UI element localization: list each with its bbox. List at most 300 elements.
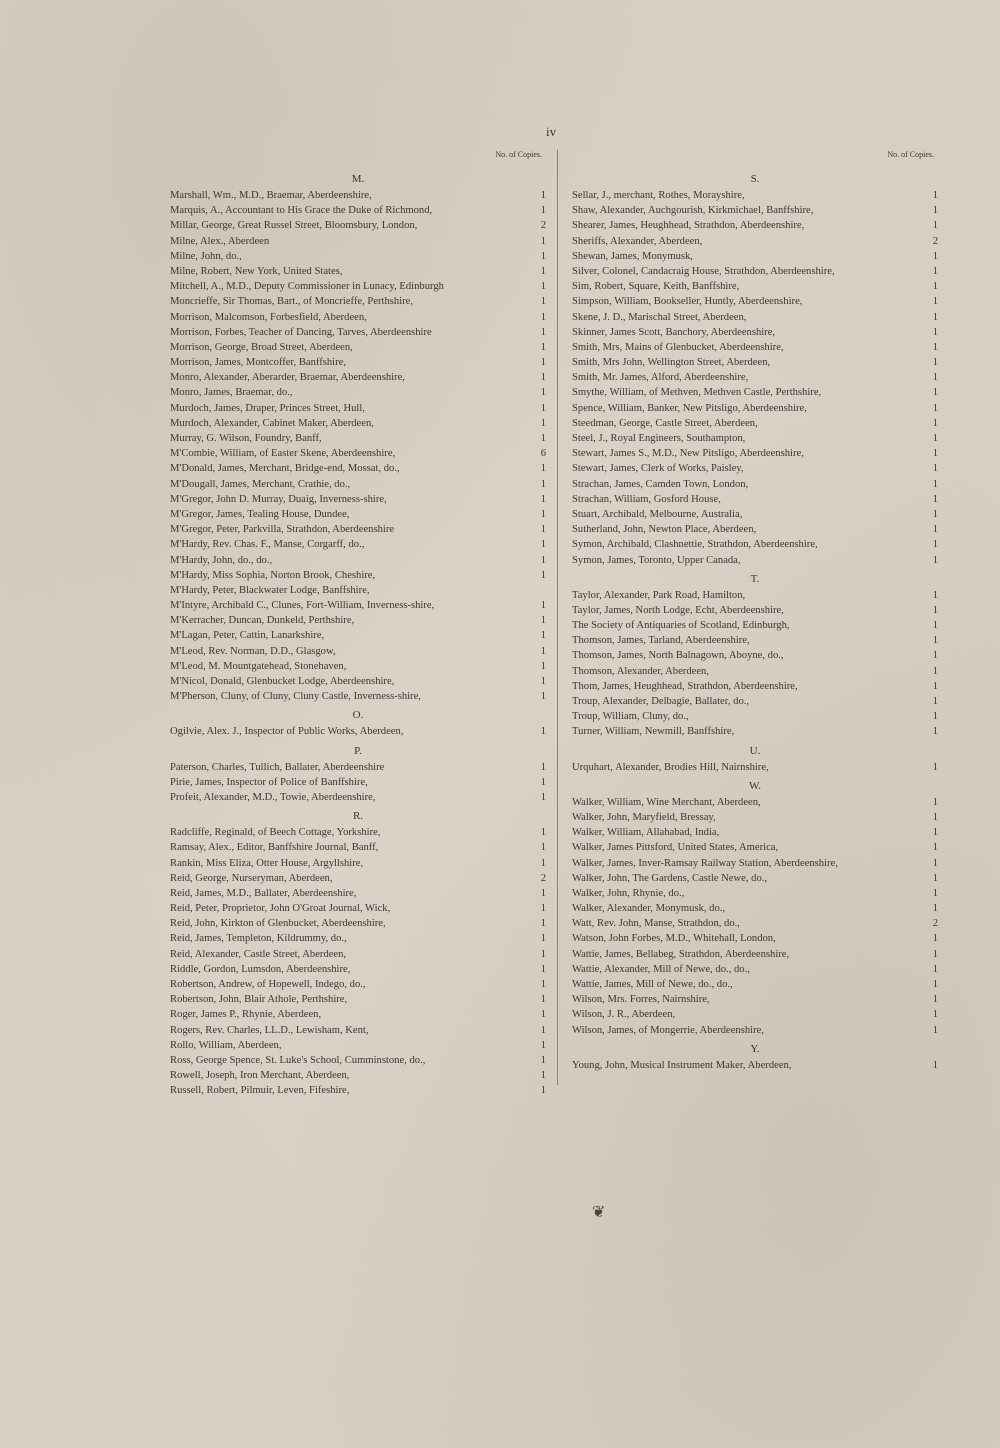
subscriber-name: Shearer, James, Heughhead, Strathdon, Aberdeenshire, (572, 220, 805, 232)
copies-count: 1 (540, 994, 546, 1006)
copies-header-left: No. of Copies. (495, 150, 542, 159)
section-letter: S. (750, 173, 760, 185)
subscriber-row (572, 795, 938, 810)
subscriber-row (170, 674, 546, 689)
copies-count: 1 (932, 372, 938, 384)
subscriber-row (572, 992, 938, 1007)
subscriber-name: Milne, Robert, New York, United States, (170, 265, 343, 277)
copies-count: 1 (932, 433, 938, 444)
copies-count: 1 (540, 761, 546, 773)
subscriber-name: Murdoch, James, Draper, Princes Street, Hull, (170, 402, 365, 414)
copies-count: 1 (540, 493, 546, 505)
subscriber-row (170, 188, 546, 203)
copies-count: 1 (540, 842, 546, 854)
subscriber-row (170, 1023, 546, 1038)
subscriber-row (170, 461, 546, 476)
copies-count: 1 (540, 463, 546, 475)
subscriber-name: M'Pherson, Cluny, of Cluny, Cluny Castle, Inverness-shire, (170, 691, 421, 703)
right-sections (572, 170, 938, 1073)
copies-count: 1 (932, 402, 938, 414)
subscriber-name: Wattie, Alexander, Mill of Newe, do., do., (572, 963, 750, 975)
copies-count: 1 (540, 857, 546, 869)
subscriber-row (572, 618, 938, 633)
copies-count: 1 (932, 604, 938, 616)
subscriber-name: Ross, George Spence, St. Luke's School, Cumminstone, do., (170, 1054, 426, 1066)
subscriber-row (170, 689, 546, 704)
copies-count: 1 (540, 827, 546, 839)
copies-count: 1 (932, 387, 938, 399)
subscriber-name: Paterson, Charles, Tullich, Ballater, Aberdeenshire (170, 761, 385, 773)
subscriber-row (170, 901, 546, 916)
subscriber-name: Morrison, James, Montcoffer, Banffshire, (170, 357, 347, 369)
subscriber-row (572, 931, 938, 946)
subscriber-name: M'Gregor, John D. Murray, Duaig, Inverness-shire, (170, 493, 387, 505)
subscriber-row (170, 992, 546, 1007)
subscriber-row (572, 522, 938, 537)
section-letter: M. (351, 173, 365, 185)
subscriber-row (170, 340, 546, 355)
copies-count: 1 (540, 630, 546, 642)
subscriber-row (572, 477, 938, 492)
copies-count: 1 (540, 478, 546, 490)
subscriber-row (170, 264, 546, 279)
subscriber-row (170, 947, 546, 962)
subscriber-name: Watt, Rev. John, Manse, Strathdon, do., (572, 918, 740, 930)
subscriber-name: Morrison, Malcomson, Forbesfield, Aberdeen, (170, 311, 367, 323)
subscriber-row (170, 401, 546, 416)
subscriber-row (170, 613, 546, 628)
subscriber-name: Walker, William, Allahabad, India, (572, 827, 720, 839)
subscriber-name: Marshall, Wm., M.D., Braemar, Aberdeenshire, (170, 190, 372, 201)
copies-count: 1 (932, 903, 938, 915)
subscriber-row (572, 760, 938, 775)
subscriber-name: Robertson, Andrew, of Hopewell, Indego, do., (170, 979, 366, 990)
subscriber-row (572, 492, 938, 507)
subscriber-row (572, 294, 938, 309)
copies-count: 1 (540, 524, 546, 536)
copies-count: 1 (932, 478, 938, 490)
subscriber-row (170, 385, 546, 400)
subscriber-row (170, 310, 546, 325)
copies-count: 1 (932, 994, 938, 1006)
subscriber-row (170, 598, 546, 613)
subscriber-name: Rankin, Miss Eliza, Otter House, Argyllshire, (170, 857, 364, 869)
subscriber-name: Reid, James, Templeton, Kildrummy, do., (170, 933, 347, 945)
subscriber-row (572, 385, 938, 400)
subscriber-name: Turner, William, Newmill, Banffshire, (572, 726, 735, 738)
subscriber-row (572, 218, 938, 233)
subscriber-name: Spence, William, Banker, New Pitsligo, Aberdeenshire, (572, 402, 807, 414)
subscriber-row (572, 416, 938, 431)
subscriber-name: Murdoch, Alexander, Cabinet Maker, Aberdeen, (170, 417, 374, 429)
copies-header-right: No. of Copies. (887, 150, 934, 159)
subscriber-row (170, 916, 546, 931)
left-column (170, 150, 546, 1099)
subscriber-row (170, 840, 546, 855)
subscriber-name: Morrison, Forbes, Teacher of Dancing, Tarves, Aberdeenshire (170, 326, 432, 338)
subscriber-row (572, 916, 938, 931)
copies-count: 1 (540, 1085, 546, 1097)
subscriber-name: M'Lagan, Peter, Cattin, Lanarkshire, (170, 630, 325, 642)
copies-count: 1 (540, 645, 546, 657)
subscriber-row (170, 416, 546, 431)
copies-count: 1 (932, 761, 938, 773)
subscriber-name: Thom, James, Heughhead, Strathdon, Aberdeenshire, (572, 680, 798, 692)
subscriber-name: Riddle, Gordon, Lumsdon, Aberdeenshire, (170, 963, 351, 975)
subscriber-name: Sheriffs, Alexander, Aberdeen, (572, 235, 703, 247)
copies-count: 1 (932, 711, 938, 723)
copies-count: 1 (932, 1059, 938, 1071)
copies-count: 1 (540, 791, 546, 803)
copies-count: 1 (540, 1054, 546, 1066)
copies-count: 1 (540, 433, 546, 444)
subscriber-name: M'Kerracher, Duncan, Dunkeld, Perthshire, (170, 615, 355, 627)
copies-count: 1 (540, 903, 546, 915)
subscriber-name: Silver, Colonel, Candacraig House, Strathdon, Aberdeenshire, (572, 265, 835, 277)
subscriber-name: Roger, James P., Rhynie, Aberdeen, (170, 1009, 322, 1021)
subscriber-row (572, 537, 938, 552)
section-letter: R. (352, 810, 364, 823)
subscriber-row (572, 446, 938, 461)
copies-count: 1 (932, 635, 938, 647)
subscriber-name: Stewart, James, Clerk of Works, Paisley, (572, 463, 744, 475)
subscriber-row (572, 709, 938, 724)
subscriber-name: Smythe, William, of Methven, Methven Castle, Perthshire, (572, 387, 822, 399)
subscriber-name: Strachan, William, Gosford House, (572, 493, 721, 505)
copies-count: 1 (932, 650, 938, 662)
subscriber-row (170, 644, 546, 659)
copies-count: 1 (540, 660, 546, 672)
subscriber-row (170, 537, 546, 552)
subscriber-row (572, 810, 938, 825)
subscriber-row (572, 188, 938, 203)
subscriber-row (572, 461, 938, 476)
subscriber-row (170, 234, 546, 249)
copies-count: 1 (932, 857, 938, 869)
subscriber-name: M'Gregor, James, Tealing House, Dundee, (170, 508, 350, 520)
subscriber-name: M'Hardy, Rev. Chas. F., Manse, Corgarff, do., (170, 539, 365, 551)
subscriber-row (170, 203, 546, 218)
subscriber-row (572, 825, 938, 840)
copies-count: 1 (932, 554, 938, 566)
copies-count: 1 (540, 402, 546, 414)
section-letter: T. (750, 572, 760, 585)
copies-count: 1 (932, 493, 938, 505)
subscriber-row (572, 947, 938, 962)
subscriber-row (170, 825, 546, 840)
copies-count: 1 (932, 265, 938, 277)
subscriber-row (572, 507, 938, 522)
right-column (572, 150, 938, 1073)
copies-count: 1 (932, 250, 938, 262)
subscriber-name: M'Combie, William, of Easter Skene, Aberdeenshire, (170, 448, 396, 460)
subscriber-row (572, 1007, 938, 1022)
subscriber-name: Sim, Robert, Square, Keith, Banffshire, (572, 281, 740, 293)
copies-count: 2 (540, 872, 546, 884)
subscriber-row (170, 507, 546, 522)
subscriber-name: Rowell, Joseph, Iron Merchant, Aberdeen, (170, 1070, 350, 1082)
section-letter: U. (749, 744, 761, 757)
copies-count: 1 (932, 979, 938, 990)
subscriber-row (572, 633, 938, 648)
copies-count: 2 (932, 918, 938, 930)
subscriber-row (572, 886, 938, 901)
subscriber-name: Milne, John, do., (170, 250, 242, 262)
subscriber-name: Walker, William, Wine Merchant, Aberdeen, (572, 796, 761, 808)
subscriber-row (572, 431, 938, 446)
subscriber-row (170, 218, 546, 233)
copies-count: 1 (540, 296, 546, 308)
subscriber-name: Sutherland, John, Newton Place, Aberdeen, (572, 524, 757, 536)
copies-count: 1 (932, 620, 938, 632)
subscriber-name: Ramsay, Alex., Editor, Banffshire Journal, Banff, (170, 842, 379, 854)
subscriber-name: Young, John, Musical Instrument Maker, Aberdeen, (572, 1059, 792, 1071)
subscriber-name: Marquis, A., Accountant to His Grace the Duke of Richmond, (170, 205, 433, 217)
section-letter: Y. (750, 1042, 760, 1055)
copies-count: 2 (932, 235, 938, 247)
subscriber-name: Russell, Robert, Pilmuir, Leven, Fifeshire, (170, 1085, 350, 1097)
subscriber-name: Stuart, Archibald, Melbourne, Australia, (572, 508, 743, 520)
copies-count: 1 (540, 554, 546, 566)
subscriber-name: Radcliffe, Reginald, of Beech Cottage, Yorkshire, (170, 827, 381, 839)
copies-count: 1 (540, 387, 546, 399)
subscriber-name: Shewan, James, Monymusk, (572, 250, 693, 262)
subscriber-row (170, 1038, 546, 1053)
subscriber-name: Steel, J., Royal Engineers, Southampton, (572, 433, 746, 444)
subscriber-name: Ogilvie, Alex. J., Inspector of Public Works, Aberdeen, (170, 726, 404, 738)
copies-count: 1 (540, 615, 546, 627)
subscriber-row (572, 553, 938, 568)
copies-count: 1 (540, 311, 546, 323)
copies-count: 1 (540, 676, 546, 687)
subscriber-name: Wattie, James, Mill of Newe, do., do., (572, 979, 733, 990)
subscriber-name: Skinner, James Scott, Banchory, Aberdeenshire, (572, 326, 776, 338)
subscriber-name: Thomson, James, North Balnagown, Aboyne, do., (572, 650, 784, 662)
subscriber-row (170, 1083, 546, 1098)
copies-count: 1 (540, 1009, 546, 1021)
subscriber-row (170, 477, 546, 492)
subscriber-name: Robertson, John, Blair Athole, Perthshire, (170, 994, 348, 1006)
subscriber-name: Smith, Mrs, Mains of Glenbucket, Aberdeenshire, (572, 341, 784, 353)
copies-count: 1 (540, 963, 546, 975)
copies-count: 1 (932, 311, 938, 323)
copies-count: 1 (932, 190, 938, 201)
copies-count: 1 (540, 326, 546, 338)
subscriber-row (170, 931, 546, 946)
subscriber-name: Reid, John, Kirkton of Glenbucket, Aberdeenshire, (170, 918, 386, 930)
subscriber-row (170, 446, 546, 461)
subscriber-name: Smith, Mrs John, Wellington Street, Aberdeen, (572, 357, 771, 369)
subscriber-name: M'Leod, M. Mountgatehead, Stonehaven, (170, 660, 347, 672)
subscriber-row (170, 370, 546, 385)
page-number: iv (546, 124, 557, 139)
copies-count: 1 (540, 250, 546, 262)
subscriber-name: Steedman, George, Castle Street, Aberdeen, (572, 417, 758, 429)
section-letter: W. (748, 779, 762, 792)
subscriber-row (170, 775, 546, 790)
subscriber-row (572, 679, 938, 694)
subscriber-row (170, 249, 546, 264)
subscriber-row (572, 279, 938, 294)
subscriber-name: M'Dougall, James, Merchant, Crathie, do., (170, 478, 351, 490)
copies-count: 1 (932, 811, 938, 823)
copies-count: 1 (932, 296, 938, 308)
subscriber-name: Strachan, James, Camden Town, London, (572, 478, 749, 490)
subscriber-row (572, 1058, 938, 1073)
copies-count: 1 (540, 205, 546, 217)
subscriber-name: M'Gregor, Peter, Parkvilla, Strathdon, Aberdeenshire (170, 524, 395, 536)
copies-count: 1 (932, 524, 938, 536)
subscriber-name: Walker, Alexander, Monymusk, do., (572, 903, 726, 915)
subscriber-row (170, 856, 546, 871)
copies-count: 1 (540, 372, 546, 384)
subscriber-row (170, 886, 546, 901)
subscriber-row (170, 1053, 546, 1068)
subscriber-row (170, 790, 546, 805)
subscriber-name: Mitchell, A., M.D., Deputy Commissioner in Lunacy, Edinburgh (170, 281, 444, 293)
subscriber-row (170, 583, 546, 598)
copies-count: 1 (540, 1070, 546, 1082)
copies-count: 1 (932, 508, 938, 520)
subscriber-row (572, 325, 938, 340)
copies-count: 1 (932, 796, 938, 808)
subscriber-name: Symon, Archibald, Clashnettie, Strathdon, Aberdeenshire, (572, 539, 818, 551)
subscriber-row (572, 856, 938, 871)
section-letter: P. (354, 744, 362, 757)
subscriber-name: Monro, James, Braemar, do., (170, 387, 293, 399)
subscriber-row (572, 648, 938, 663)
subscriber-name: Walker, James Pittsford, United States, America, (572, 842, 779, 854)
printer-ornament: ❦ (592, 1204, 606, 1221)
subscriber-name: Wattie, James, Bellabeg, Strathdon, Aberdeenshire, (572, 948, 790, 960)
subscriber-row (572, 603, 938, 618)
subscriber-row (572, 588, 938, 603)
copies-count: 1 (540, 357, 546, 369)
subscriber-name: Troup, William, Cluny, do., (572, 711, 689, 723)
subscriber-name: M'Nicol, Donald, Glenbucket Lodge, Aberdeenshire, (170, 676, 395, 687)
copies-count: 1 (932, 887, 938, 899)
copies-count: 1 (540, 539, 546, 551)
subscriber-name: Stewart, James S., M.D., New Pitsligo, Aberdeenshire, (572, 448, 804, 460)
subscriber-row (572, 401, 938, 416)
subscriber-name: M'Hardy, Peter, Blackwater Lodge, Banffshire, (170, 584, 370, 596)
copies-count: 1 (540, 190, 546, 201)
subscriber-row (572, 664, 938, 679)
copies-count: 1 (932, 539, 938, 551)
copies-count: 1 (540, 776, 546, 788)
copies-count: 1 (540, 948, 546, 960)
subscriber-name: M'Intyre, Archibald C., Clunes, Fort-William, Inverness-shire, (170, 600, 435, 612)
subscriber-name: Watson, John Forbes, M.D., Whitehall, London, (572, 933, 776, 945)
subscriber-name: Thomson, James, Tarland, Aberdeenshire, (572, 635, 750, 647)
section-letter: O. (352, 709, 364, 722)
subscriber-row (572, 370, 938, 385)
subscriber-name: Walker, James, Inver-Ramsay Railway Station, Aberdeenshire, (572, 857, 838, 869)
subscriber-row (572, 694, 938, 709)
subscriber-name: M'Hardy, John, do., do., (170, 554, 273, 566)
copies-count: 1 (932, 1024, 938, 1036)
subscriber-row (572, 203, 938, 218)
copies-count: 1 (540, 265, 546, 277)
subscriber-name: Taylor, Alexander, Park Road, Hamilton, (572, 589, 746, 601)
subscriber-name: Wilson, James, of Mongerrie, Aberdeenshire, (572, 1024, 764, 1036)
copies-count: 1 (540, 508, 546, 520)
copies-count: 1 (932, 665, 938, 677)
subscriber-row (572, 724, 938, 739)
copies-count: 1 (932, 696, 938, 707)
subscriber-name: Reid, James, M.D., Ballater, Aberdeenshire, (170, 887, 357, 899)
copies-count: 1 (932, 463, 938, 475)
subscriber-row (170, 628, 546, 643)
subscriber-row (572, 310, 938, 325)
subscriber-row (170, 724, 546, 739)
subscriber-row (572, 1023, 938, 1038)
subscriber-name: Shaw, Alexander, Auchgourish, Kirkmichael, Banffshire, (572, 205, 814, 217)
subscriber-name: Profeit, Alexander, M.D., Towie, Aberdeenshire, (170, 791, 376, 803)
subscriber-name: Wilson, Mrs. Forres, Nairnshire, (572, 994, 710, 1006)
subscriber-row (572, 249, 938, 264)
subscriber-row (170, 659, 546, 674)
subscriber-row (170, 568, 546, 583)
subscriber-row (572, 234, 938, 249)
copies-count: 1 (932, 326, 938, 338)
copies-count: 1 (540, 341, 546, 353)
subscriber-row (170, 760, 546, 775)
subscriber-name: M'Hardy, Miss Sophia, Norton Brook, Cheshire, (170, 569, 376, 581)
subscriber-name: Rogers, Rev. Charles, LL.D., Lewisham, Kent, (170, 1024, 369, 1036)
subscriber-name: Reid, Peter, Proprietor, John O'Groat Journal, Wick, (170, 903, 391, 915)
subscriber-name: M'Leod, Rev. Norman, D.D., Glasgow, (170, 645, 336, 657)
subscriber-name: Walker, John, Maryfield, Bressay, (572, 811, 716, 823)
subscriber-name: Millar, George, Great Russel Street, Bloomsbury, London, (170, 220, 418, 232)
subscriber-name: Moncrieffe, Sir Thomas, Bart., of Moncrieffe, Perthshire, (170, 296, 414, 308)
subscriber-row (572, 840, 938, 855)
copies-count: 1 (932, 205, 938, 217)
copies-count: 1 (932, 1009, 938, 1021)
subscriber-name: Murray, G. Wilson, Foundry, Banff, (170, 433, 322, 444)
subscriber-row (170, 325, 546, 340)
subscriber-row (170, 294, 546, 309)
copies-count: 1 (540, 235, 546, 247)
copies-count: 1 (932, 842, 938, 854)
subscriber-name: Walker, John, Rhynie, do., (572, 887, 685, 899)
copies-count: 1 (540, 281, 546, 293)
subscriber-name: Wilson, J. R., Aberdeen, (572, 1009, 676, 1021)
copies-count: 1 (932, 357, 938, 369)
left-sections (170, 170, 546, 1099)
copies-count: 1 (540, 1024, 546, 1036)
copies-count: 1 (932, 827, 938, 839)
copies-count: 1 (540, 933, 546, 945)
subscriber-row (572, 977, 938, 992)
copies-count: 1 (540, 417, 546, 429)
copies-count: 1 (540, 726, 546, 738)
subscriber-row (170, 431, 546, 446)
subscriber-name: The Society of Antiquaries of Scotland, Edinburgh, (572, 620, 790, 632)
subscriber-name: Milne, Alex., Aberdeen (170, 235, 270, 247)
subscriber-row (572, 901, 938, 916)
subscriber-name: Reid, Alexander, Castle Street, Aberdeen, (170, 948, 347, 960)
column-divider (557, 150, 558, 1085)
subscriber-name: Thomson, Alexander, Aberdeen, (572, 665, 709, 677)
copies-count: 1 (932, 417, 938, 429)
subscriber-row (572, 962, 938, 977)
subscriber-name: Symon, James, Toronto, Upper Canada, (572, 554, 741, 566)
subscriber-name: Smith, Mr. James, Alford, Aberdeenshire, (572, 372, 749, 384)
subscriber-name: Simpson, William, Bookseller, Huntly, Aberdeenshire, (572, 296, 803, 308)
copies-count (532, 583, 546, 598)
subscriber-name: Skene, J. D., Marischal Street, Aberdeen, (572, 311, 747, 323)
